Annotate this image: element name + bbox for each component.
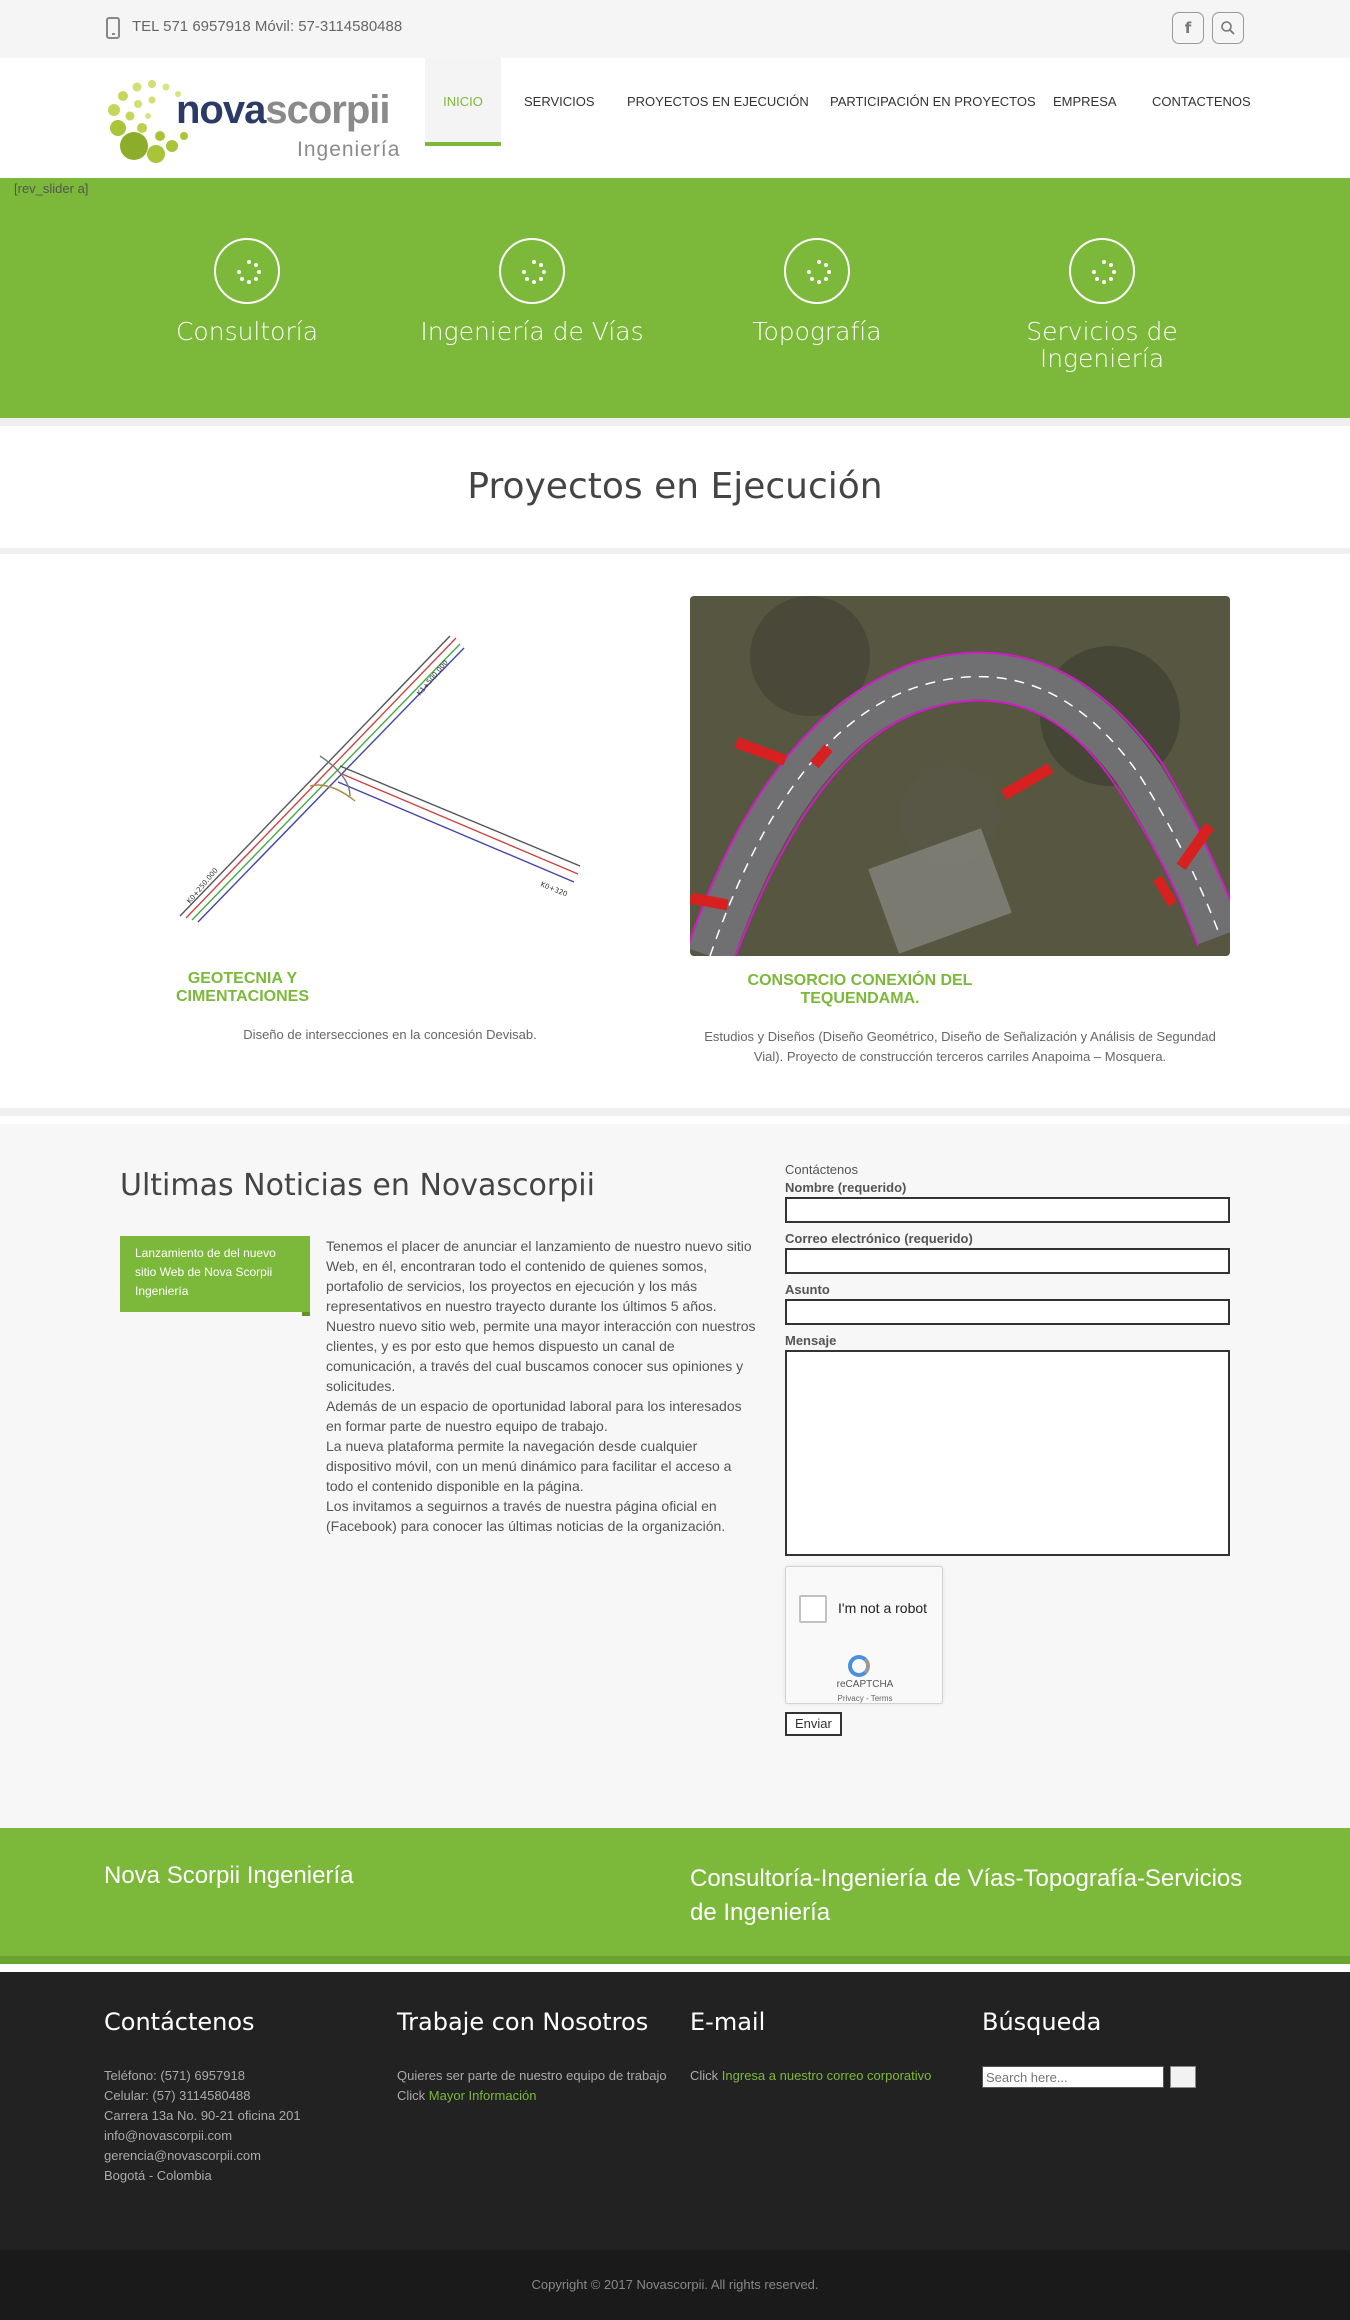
footer-phone: Teléfono: (571) 6957918 [104,2068,245,2083]
nav-contactenos[interactable]: CONTACTENOS [1152,94,1251,109]
service-ingenieria-de-vias[interactable] [402,238,662,345]
rev-slider-shortcode: [rev_slider a] [14,181,89,196]
service-servicios-de-ingenieria[interactable] [972,238,1232,372]
corporate-mail-link[interactable]: Ingresa a nuestro correo corporativo [721,2068,932,2083]
footer-contact-column [104,2008,374,2186]
footer-email-heading: E-mail [690,2008,766,2036]
footer-mobile: Celular: (57) 3114580488 [104,2088,251,2103]
recaptcha-label: I'm not a robot [838,1600,928,1616]
logo-subtitle: Ingeniería [297,138,401,161]
news-paragraph: Tenemos el placer de anunciar el lanzamiento de nuestro nuevo sitio Web, en él, encontraran todo el contenido de quienes somos, portafolio de servicios, los proyectos en ejecución y los más representativos en nuestro trayecto durante los últimos 5 años. [326,1238,752,1314]
email-label: Correo electrónico (requerido) [785,1231,973,1246]
project-title[interactable]: CONSORCIO CONEXIÓN DEL TEQUENDAMA. [747,972,973,1007]
copyright-bar: Copyright © 2017 Novascorpii. All rights reserved. [0,2250,1350,2320]
recaptcha-brand: reCAPTCHA [836,1679,894,1690]
service-title: Ingeniería de Vías [420,317,644,346]
recaptcha-checkbox[interactable] [799,1595,827,1623]
site-logo[interactable] [104,76,404,176]
footer-city: Bogotá - Colombia [104,2168,212,2183]
footer-search-heading: Búsqueda [982,2008,1102,2036]
form-title: Contáctenos [785,1162,858,1177]
loading-spinner-icon [499,238,565,304]
news-article-body [326,1236,756,1536]
news-paragraph: Nuestro nuevo sitio web, permite una mayor interacción con nuestros clientes, y es por esto que hemos dispuesto un canal de comunicación, a través del cual buscamos conocer sus opiniones y solicitudes. [326,1318,756,1394]
service-topografia[interactable] [687,238,947,345]
subject-field[interactable] [785,1299,1230,1325]
news-tab-launch[interactable]: Lanzamiento de del nuevo sitio Web de Nova Scorpii Ingeniería [120,1236,310,1312]
footer-work-text: Quieres ser parte de nuestro equipo de trabajo [397,2068,667,2083]
projects-heading-section [0,426,1350,554]
loading-spinner-icon [1069,238,1135,304]
service-title: Topografía [752,317,882,346]
news-heading: Ultimas Noticias en Novascorpii [120,1168,595,1203]
site-footer [0,1972,1350,2250]
recaptcha-logo-icon [848,1655,870,1677]
svg-text:K1+500.000: K1+500.000 [415,658,450,698]
projects-section [0,560,1350,1116]
project-image-road-aerial[interactable] [690,596,1230,956]
nav-proyectos-en-ejecucion[interactable]: PROYECTOS EN EJECUCIÓN [627,94,809,109]
news-paragraph: Los invitamos a seguirnos a través de nuestra página oficial en (Facebook) para conocer las últimas noticias de la organización. [326,1498,726,1534]
company-name: Nova Scorpii Ingeniería [104,1862,354,1889]
nav-inicio[interactable]: INICIO [425,58,501,146]
subject-label: Asunto [785,1282,830,1297]
recaptcha-widget [785,1566,943,1704]
footer-email-gerencia: gerencia@novascorpii.com [104,2148,261,2163]
message-label: Mensaje [785,1333,837,1348]
footer-address: Carrera 13a No. 90-21 oficina 201 [104,2108,301,2123]
footer-email-info: info@novascorpii.com [104,2128,233,2143]
search-icon [1220,20,1236,36]
services-band [0,178,1350,418]
loading-spinner-icon [784,238,850,304]
projects-heading: Proyectos en Ejecución [467,466,883,507]
services-tagline: Consultoría-Ingeniería de Vías-Topografía-Servicios de Ingeniería [690,1865,1243,1926]
footer-email-column [690,2008,960,2086]
svg-text:K0+320: K0+320 [539,880,569,899]
news-paragraph: La nueva plataforma permite la navegación desde cualquier dispositivo móvil, con un menú dinámico para facilitar el acceso a todo el contenido disponible en la página. [326,1438,732,1494]
nav-participacion-en-proyectos[interactable]: PARTICIPACIÓN EN PROYECTOS [830,94,1036,109]
footer-contact-heading: Contáctenos [104,2008,255,2036]
footer-work-heading: Trabaje con Nosotros [397,2008,649,2036]
footer-search-input[interactable] [982,2066,1164,2088]
news-paragraph: Además de un espacio de oportunidad laboral para los interesados en formar parte de nuestro equipo de trabajo. [326,1398,742,1434]
project-description: Estudios y Diseños (Diseño Geométrico, Diseño de Señalización y Análisis de Segundad Vial). Proyecto de construcción terceros carriles Anapoima – Mosquera. [704,1029,1216,1064]
submit-button[interactable]: Enviar [785,1712,842,1736]
message-field[interactable] [785,1350,1230,1556]
facebook-button[interactable] [1172,12,1204,44]
tagline-band [0,1828,1350,1964]
facebook-icon: f [1184,19,1192,37]
project-image-intersection-plan[interactable] [120,596,660,956]
footer-work-cta: Click Mayor Información [397,2088,537,2103]
news-section [0,1124,1350,1828]
top-bar [0,0,1350,58]
logo-wordmark: novascorpii [176,88,390,132]
more-info-link[interactable]: Mayor Información [428,2088,537,2103]
svg-text:K0+250.000: K0+250.000 [185,866,220,906]
service-title: Consultoría [175,317,319,346]
footer-search-button[interactable] [1170,2066,1196,2088]
name-label: Nombre (requerido) [785,1180,907,1195]
service-title: Servicios de Ingeniería [1026,317,1178,373]
email-field[interactable] [785,1248,1230,1274]
mobile-phone-icon [106,17,120,39]
site-header [0,58,1350,178]
nav-empresa[interactable]: EMPRESA [1053,94,1117,109]
nav-servicios[interactable]: SERVICIOS [524,94,595,109]
phone-info: TEL 571 6957918 Móvil: 57-3114580488 [132,18,403,35]
footer-search-column [982,2008,1252,2090]
footer-email-cta: Click Ingresa a nuestro correo corporativo [690,2068,932,2083]
footer-search-form [982,2066,1252,2090]
section-divider [0,418,1350,426]
recaptcha-links[interactable]: Privacy - Terms [837,1694,893,1703]
service-consultoria[interactable] [117,238,377,345]
name-field[interactable] [785,1197,1230,1223]
loading-spinner-icon [214,238,280,304]
project-description: Diseño de intersecciones en la concesión Devisab. [243,1027,537,1042]
footer-work-column [397,2008,667,2106]
contact-form [785,1162,1230,1736]
project-title[interactable]: GEOTECNIA Y CIMENTACIONES [175,970,310,1005]
search-button[interactable] [1212,12,1244,44]
